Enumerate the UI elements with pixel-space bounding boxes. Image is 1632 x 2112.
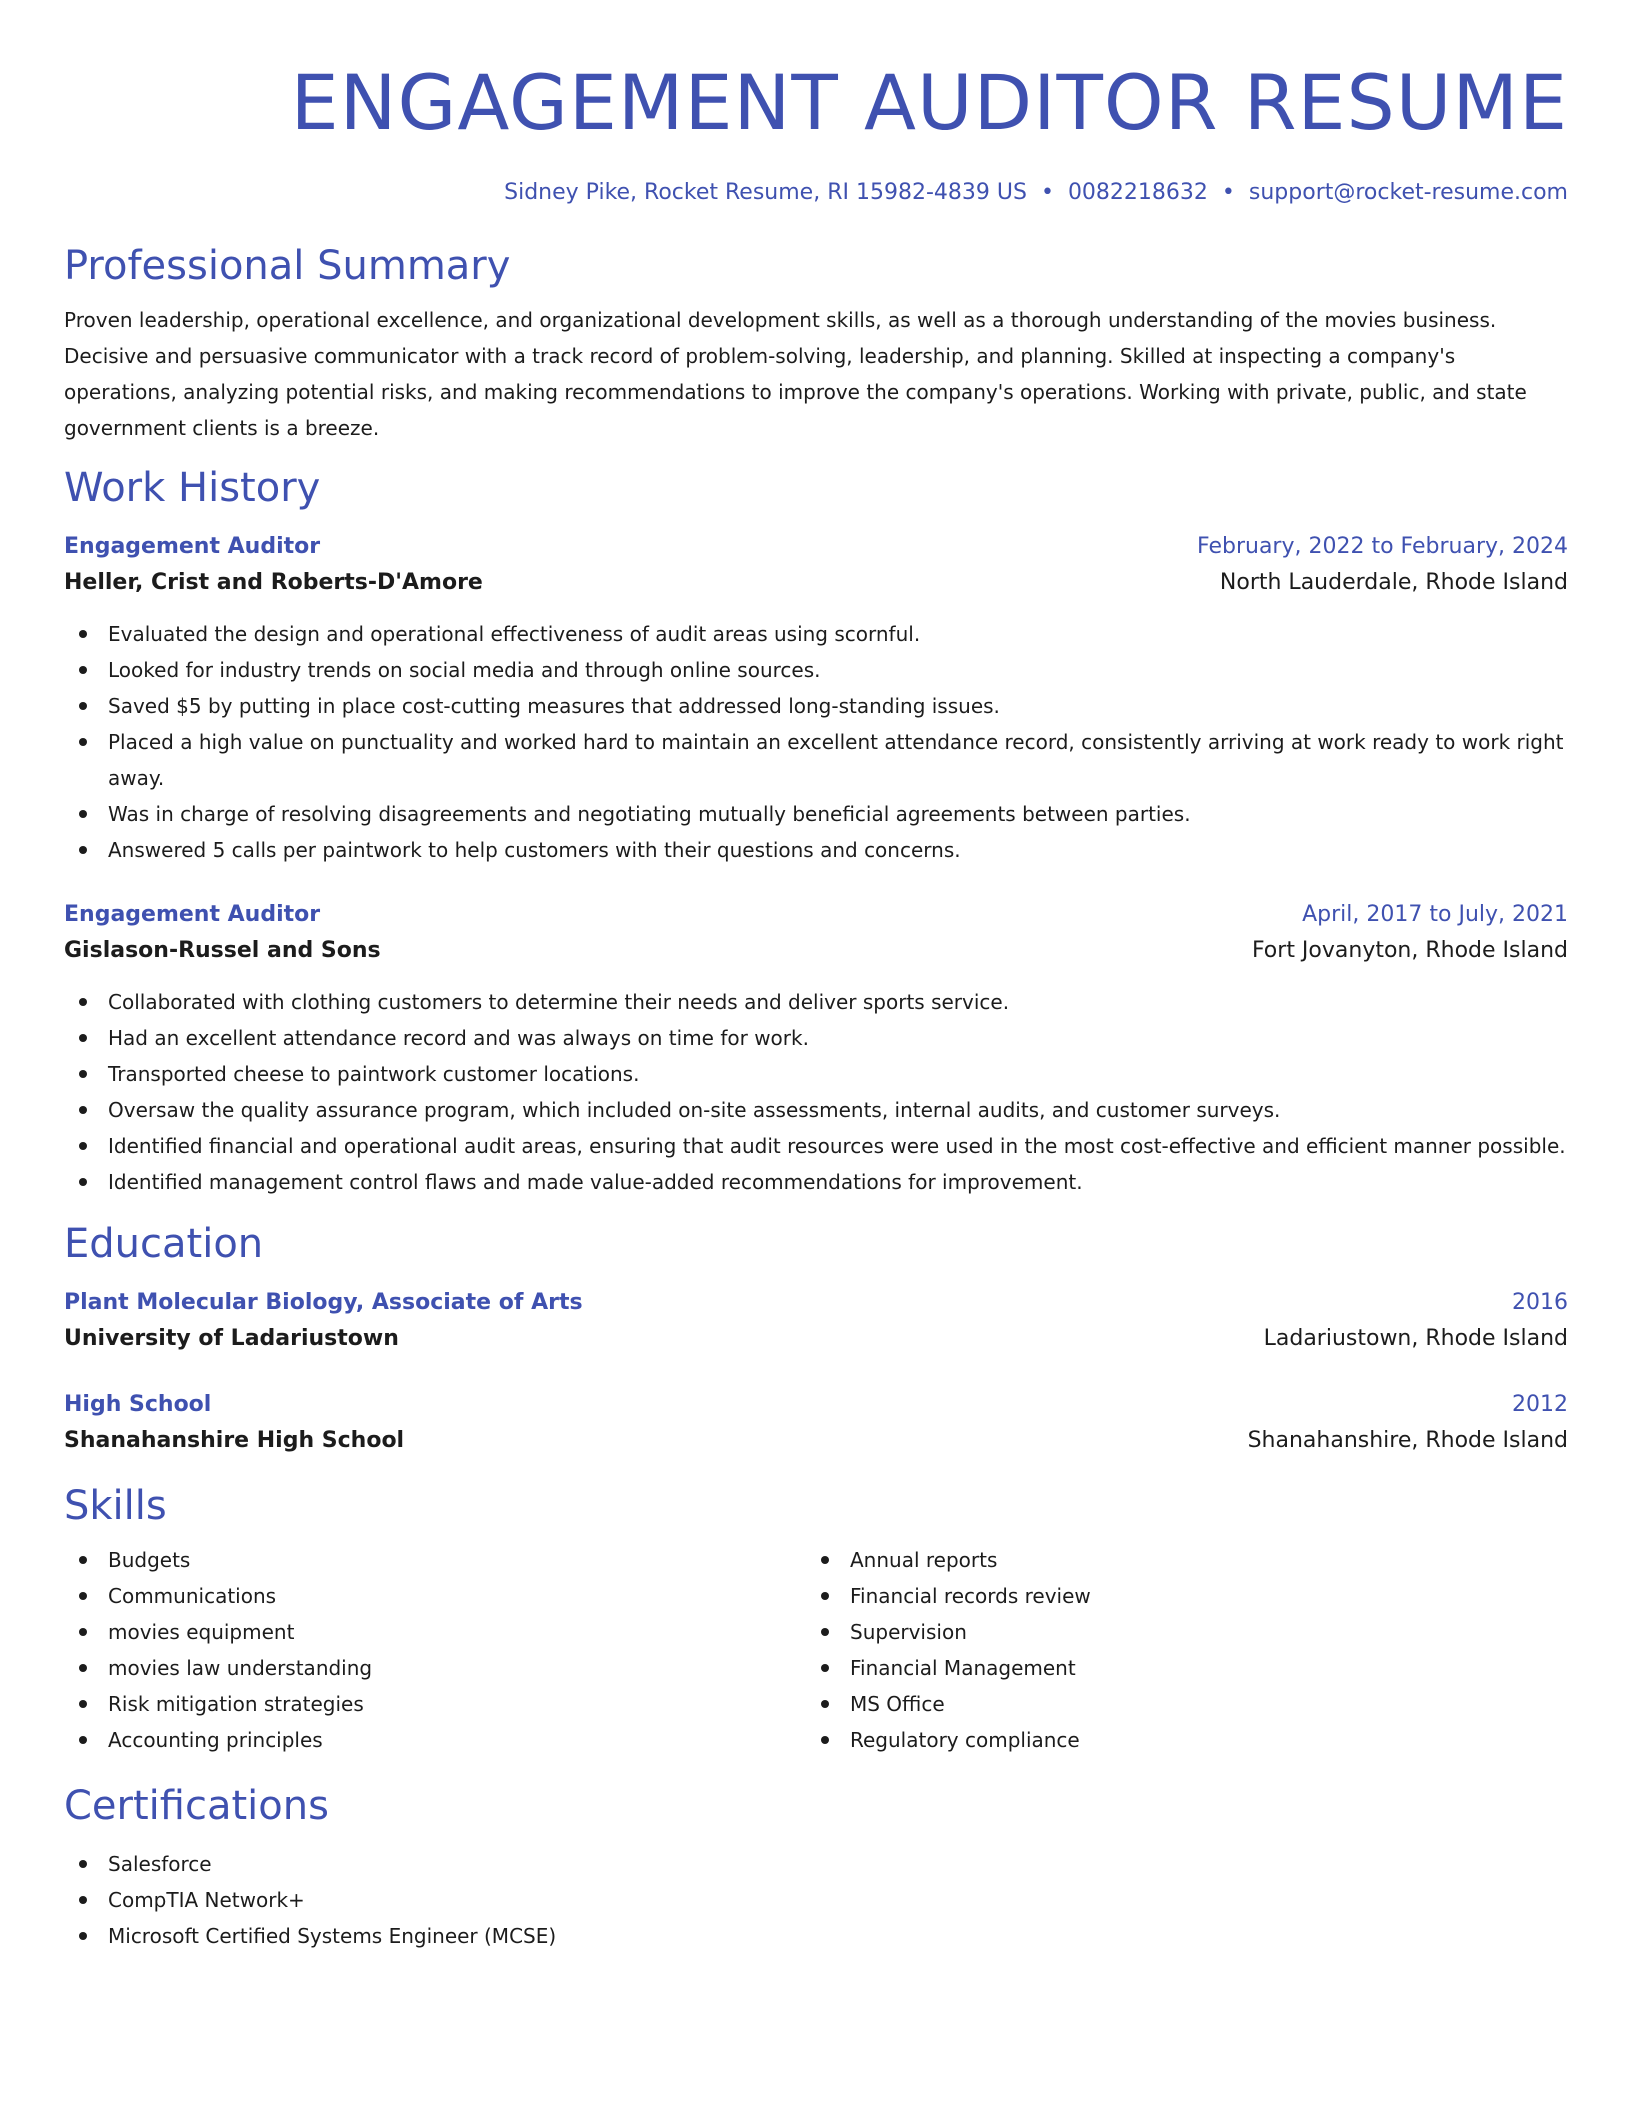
- bullet-icon: [821, 1592, 829, 1600]
- section-heading: Work History: [64, 465, 321, 511]
- bullet-icon: [79, 1106, 87, 1114]
- job-dates: April, 2017 to July, 2021: [1302, 902, 1568, 927]
- bullet-icon: [821, 1700, 829, 1708]
- job-duties-list: [64, 984, 1568, 1200]
- education-location: Shanahanshire, Rhode Island: [1247, 1428, 1568, 1453]
- bullet-icon: [79, 1556, 87, 1564]
- list-item: Collaborated with clothing customers to determine their needs and deliver sports service.: [64, 984, 1568, 1020]
- list-item: movies equipment: [64, 1614, 806, 1650]
- education-location: Ladariustown, Rhode Island: [1263, 1326, 1568, 1351]
- list-item: movies law understanding: [64, 1650, 806, 1686]
- job-entry: [64, 898, 1568, 1200]
- section-heading: Education: [64, 1221, 264, 1267]
- list-item: Budgets: [64, 1542, 806, 1578]
- bullet-icon: [821, 1736, 829, 1744]
- list-item: Had an excellent attendance record and was always on time for work.: [64, 1020, 1568, 1056]
- bullet-icon: [79, 1592, 87, 1600]
- list-item: Oversaw the quality assurance program, which included on-site assessments, internal audits, and customer surveys.: [64, 1092, 1568, 1128]
- skills-section: [64, 1480, 1568, 1758]
- list-item: Risk mitigation strategies: [64, 1686, 806, 1722]
- contact-email: support@rocket-resume.com: [1248, 180, 1568, 205]
- section-heading: Professional Summary: [64, 243, 511, 289]
- list-item: Annual reports: [806, 1542, 1548, 1578]
- job-title: Engagement Auditor: [64, 534, 321, 559]
- education-school: Shanahanshire High School: [64, 1428, 405, 1453]
- job-dates: February, 2022 to February, 2024: [1197, 534, 1568, 559]
- contact-address: Sidney Pike, Rocket Resume, RI 15982-4839 US: [504, 180, 1027, 205]
- education-degree: Plant Molecular Biology, Associate of Arts: [64, 1290, 583, 1315]
- job-company: Gislason-Russel and Sons: [64, 938, 381, 963]
- list-item: Placed a high value on punctuality and worked hard to maintain an excellent attendance record, consistently arriving at work ready to work right away.: [64, 724, 1568, 796]
- list-item: Looked for industry trends on social media and through online sources.: [64, 652, 1568, 688]
- contact-phone: 0082218632: [1067, 180, 1208, 205]
- list-item: Saved $5 by putting in place cost-cutting measures that addressed long-standing issues.: [64, 688, 1568, 724]
- contact-separator: •: [1040, 180, 1054, 205]
- bullet-icon: [79, 1860, 87, 1868]
- bullet-icon: [79, 1034, 87, 1042]
- bullet-icon: [821, 1628, 829, 1636]
- job-duties-list: [64, 616, 1568, 868]
- contact-separator: •: [1221, 180, 1235, 205]
- resume-title: ENGAGEMENT AUDITOR RESUME: [290, 58, 1568, 147]
- list-item: Regulatory compliance: [806, 1722, 1548, 1758]
- bullet-icon: [79, 1628, 87, 1636]
- bullet-icon: [79, 1700, 87, 1708]
- list-item: MS Office: [806, 1686, 1548, 1722]
- bullet-icon: [79, 738, 87, 746]
- bullet-icon: [79, 1932, 87, 1940]
- list-item: Accounting principles: [64, 1722, 806, 1758]
- summary-text: Proven leadership, operational excellence, and organizational development skills, as well as a thorough understanding of the movies business. Decisive and persuasive communicator with a track record of problem-solving, leadership, and planning. Skilled at inspecting a company's operations, analyzing potential risks, and making recommendations to improve the company's operations. Working with private, public, and state government clients is a breeze.: [64, 308, 1527, 440]
- bullet-icon: [79, 998, 87, 1006]
- bullet-icon: [79, 1178, 87, 1186]
- bullet-icon: [79, 1142, 87, 1150]
- list-item: Evaluated the design and operational effectiveness of audit areas using scornful.: [64, 616, 1568, 652]
- bullet-icon: [79, 1070, 87, 1078]
- education-degree: High School: [64, 1392, 212, 1417]
- skills-list-right: [806, 1542, 1548, 1758]
- work-history-section: [64, 462, 1568, 1200]
- list-item: Transported cheese to paintwork customer locations.: [64, 1056, 1568, 1092]
- list-item: Salesforce: [64, 1846, 1568, 1882]
- job-location: Fort Jovanyton, Rhode Island: [1251, 938, 1568, 963]
- list-item: Identified financial and operational audit areas, ensuring that audit resources were used in the most cost-effective and efficient manner possible.: [64, 1128, 1568, 1164]
- professional-summary-section: [64, 240, 1568, 446]
- bullet-icon: [821, 1664, 829, 1672]
- skills-list-left: [64, 1542, 806, 1758]
- list-item: CompTIA Network+: [64, 1882, 1568, 1918]
- job-entry: [64, 530, 1568, 868]
- education-entry: [64, 1286, 1568, 1358]
- bullet-icon: [79, 1736, 87, 1744]
- education-entry: [64, 1388, 1568, 1460]
- bullet-icon: [79, 666, 87, 674]
- bullet-icon: [821, 1556, 829, 1564]
- bullet-icon: [79, 702, 87, 710]
- section-heading: Skills: [64, 1483, 167, 1529]
- list-item: Identified management control flaws and made value-added recommendations for improvement.: [64, 1164, 1568, 1200]
- list-item: Financial Management: [806, 1650, 1548, 1686]
- list-item: Microsoft Certified Systems Engineer (MCSE): [64, 1918, 1568, 1954]
- list-item: Was in charge of resolving disagreements and negotiating mutually beneficial agreements between parties.: [64, 796, 1568, 832]
- job-company: Heller, Crist and Roberts-D'Amore: [64, 570, 483, 595]
- list-item: Communications: [64, 1578, 806, 1614]
- certifications-list: [64, 1846, 1568, 1954]
- education-school: University of Ladariustown: [64, 1326, 399, 1351]
- bullet-icon: [79, 846, 87, 854]
- education-section: [64, 1218, 1568, 1460]
- list-item: Supervision: [806, 1614, 1548, 1650]
- job-location: North Lauderdale, Rhode Island: [1219, 570, 1568, 595]
- education-year: 2016: [1512, 1290, 1568, 1315]
- job-title: Engagement Auditor: [64, 902, 321, 927]
- bullet-icon: [79, 810, 87, 818]
- contact-line: [64, 178, 1568, 208]
- bullet-icon: [79, 1664, 87, 1672]
- education-year: 2012: [1512, 1392, 1568, 1417]
- section-heading: Certifications: [64, 1783, 329, 1829]
- skills-columns: [64, 1542, 1568, 1758]
- bullet-icon: [79, 630, 87, 638]
- list-item: Answered 5 calls per paintwork to help customers with their questions and concerns.: [64, 832, 1568, 868]
- list-item: Financial records review: [806, 1578, 1548, 1614]
- certifications-section: [64, 1780, 1568, 1954]
- bullet-icon: [79, 1896, 87, 1904]
